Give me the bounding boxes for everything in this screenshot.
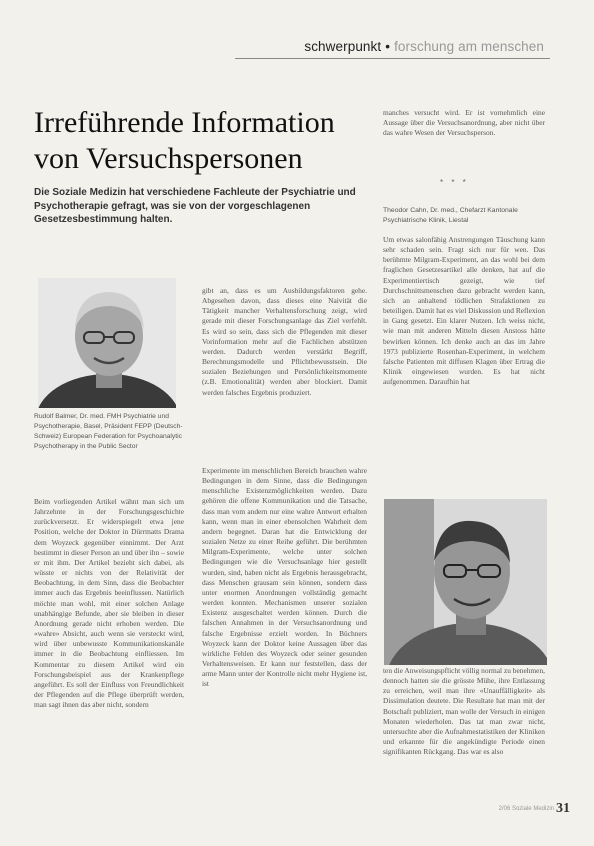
column-1-text	[34, 497, 184, 710]
title-line-2: von Versuchspersonen	[34, 142, 303, 175]
column-3-text-bottom	[383, 666, 545, 757]
column-2-paragraph-1: gibt an, dass es um Ausbildungsfaktoren gehe. Abgesehen davon, dass dieses eine Naivität die Tätigkeit mancher Verhaltensforschung zeigt, wird gerade mit dieser Forschungsanlage das Ziel verfehlt. Es wird so sein, dass sich die Pflegenden mit dieser Vorinformation mehr auf die Fachlichen abstützen werden. Dadurch werden verstärkt Begriff, Berechnungsmodelle und Pflichtbewusstsein. Die sozialen Beziehungen und Persönlichkeitsmomente (z.B. Emotionalität) werden aber blockiert. Damit werden falsches Ergebnis produziert.	[202, 286, 367, 397]
portrait-photo-cahn	[384, 499, 547, 665]
column-2-text-top	[202, 286, 367, 398]
photo-caption-balmer: Rudolf Balmer, Dr. med. FMH Psychiatrie und Psychotherapie, Basel, Präsident FEPP (Deutsch-Schweiz) European Federation for Psychoanalytic Psychotherapy in the Public Sector	[34, 413, 183, 450]
portrait-photo-balmer	[38, 278, 176, 408]
column-3-paragraph-1: manches versucht wird. Er ist vornehmlich eine Aussage über die Versuchsanordnung, aber nicht über das wahre Wesen der Versuchsperson.	[383, 108, 545, 138]
article-title	[34, 105, 335, 177]
author-signature-cahn: Theodor Cahn, Dr. med., Chefarzt Kantonale Psychiatrische Klinik, Liestal	[383, 207, 518, 224]
header-rule	[235, 58, 550, 59]
column-3-text-middle	[383, 235, 545, 387]
section-separator: •	[385, 39, 391, 54]
section-label: schwerpunkt	[304, 39, 382, 54]
article-lead: Die Soziale Medizin hat verschiedene Fachleute der Psychiatrie und Psychotherapie gefragt, was sie von der vorgeschlagenen Gesetzesbestimmung halten.	[34, 187, 356, 225]
column-2-paragraph-2: Experimente im menschlichen Bereich brauchen wahre Bedingungen in dem Sinne, dass die Bedingungen menschliche Existenzmöglichkeiten werden. Dazu gehören die offene Kommunikation und die Tatsache, dass man vom andern nur eine wahre Antwort erhalten kann, wenn man in einer ebensolchen Wahrheit dem andern begegnet. Daran hat die Entwicklung der sozialen Netze zu einer Reihe geführt. Die berühmten Milgram-Experimente, welche unter solchen Bedingungen wie die Versuchsanlage hier gestellt wurden, sind, haben nicht als Ergebnis herausgebracht, dass Menschen grausam sein können, sondern dass unter enormen Anordnungen vollständig gemacht werden konnten. Mechanismen unserer sozialen Existenz ausgeschaltet werden können. Durch die falschen Annahmen in der Versuchsanordnung und falsche Ergebnisse erzielt worden. In Büchners Woyzeck kann der Doktor keine Aussagen über das wirkliche Fehlen des Woyzeck oder seiner gesunden Verhaltensweisen. Er kann nur feststellen, dass der arme Mann unter der Kontrolle nicht mehr Hygiene ist, ist	[202, 466, 367, 689]
section-divider-stars: * * *	[440, 178, 469, 187]
column-3-paragraph-3: ten die Anweisungspflicht völlig normal zu benehmen, dennoch hatten sie die grösste Mühe, ihre Entlassung zu erreichen, weil man ihre «Unauffälligkeit» als Dissimulation deutete. Die Resultate hat man mit der Botschaft publiziert, man wolle der Versuch in einigen Monaten wiederholen. Das tat man zwar nicht, untersuchte aber die Aufnahmestatistiken der Kliniken und erkannte für die angekündigte Periode einen signifikanten Rückgang. Das war es also	[383, 666, 545, 757]
column-2-text-bottom	[202, 466, 367, 689]
publication-footer: 2/06 Soziale Medizin	[498, 806, 554, 812]
subsection-label: forschung am menschen	[394, 39, 544, 54]
title-line-1: Irreführende Information	[34, 106, 335, 139]
column-3-text-top	[383, 108, 545, 138]
section-header	[304, 39, 544, 54]
column-1-paragraph: Beim vorliegenden Artikel wähnt man sich um Jahrzehnte in der Forschungsgeschichte zurückversetzt. Er widerspiegelt etwa jene Position, welche der Doktor in Dürrmatts Drama dem Woyzeck gegenüber einnimmt. Der Arzt bestimmt in dieser Person an und über ihn – sowie er mit ihm. Der Artikel bezieht sich dabei, als wüsste er nichts von der Relativität der Beobachtung, in dem Sinn, dass die Beobachter immer auch das Ergebnis beeinflussen. Natürlich möchte man wohl, mit einer solchen Anlage unabhängige Befunde, aber sie bleiben in dieser Anordnung gerade nicht erhoben werden. Die «wahre» Absicht, auch wenn sie versteckt wird, wird über unbewusste Kommunikationskanäle immer in die Beobachtung einfliessen. Im Kommentar zu diesem Artikel wird ein Forschungsbeispiel aus der Krankenpflege angeführt. Es soll der Einfluss von Freundlichkeit der Pflegenden auf die Pflege überprüft werden, man sagt ihnen das aber nicht, sondern	[34, 497, 184, 710]
page-number: 31	[556, 801, 570, 816]
column-3-paragraph-2: Um etwas salonfähig Anstrengungen Täuschung kann sehr schaden sein. Fragt sich nur für wen. Das berühmte Milgram-Experiment, an das wohl bei dem fraglichen Gesetzesartikel alle denken, hat auf die Experimentiertisch gezeigt, wie tief Durchschnittsmenschen dazu gebracht werden kann, sich an anhaltend tödlichen Strafaktionen zu beteiligen. Damit hat es viel Diskussion und Reflexion in Gang gesetzt. Ein klarer Nutzen. Ich weiss nicht, wie man mit anderen Mitteln diesen Anstoss hätte bewirken können. Ich denke auch an das im Jahre 1973 publizierte Rosenhan-Experiment, in welchem falsche Patienten mit diffusen Klagen über Ertrag die Klinik eingewiesen wurden. Es hat nicht aufgenommen. Daraufhin hat	[383, 235, 545, 387]
